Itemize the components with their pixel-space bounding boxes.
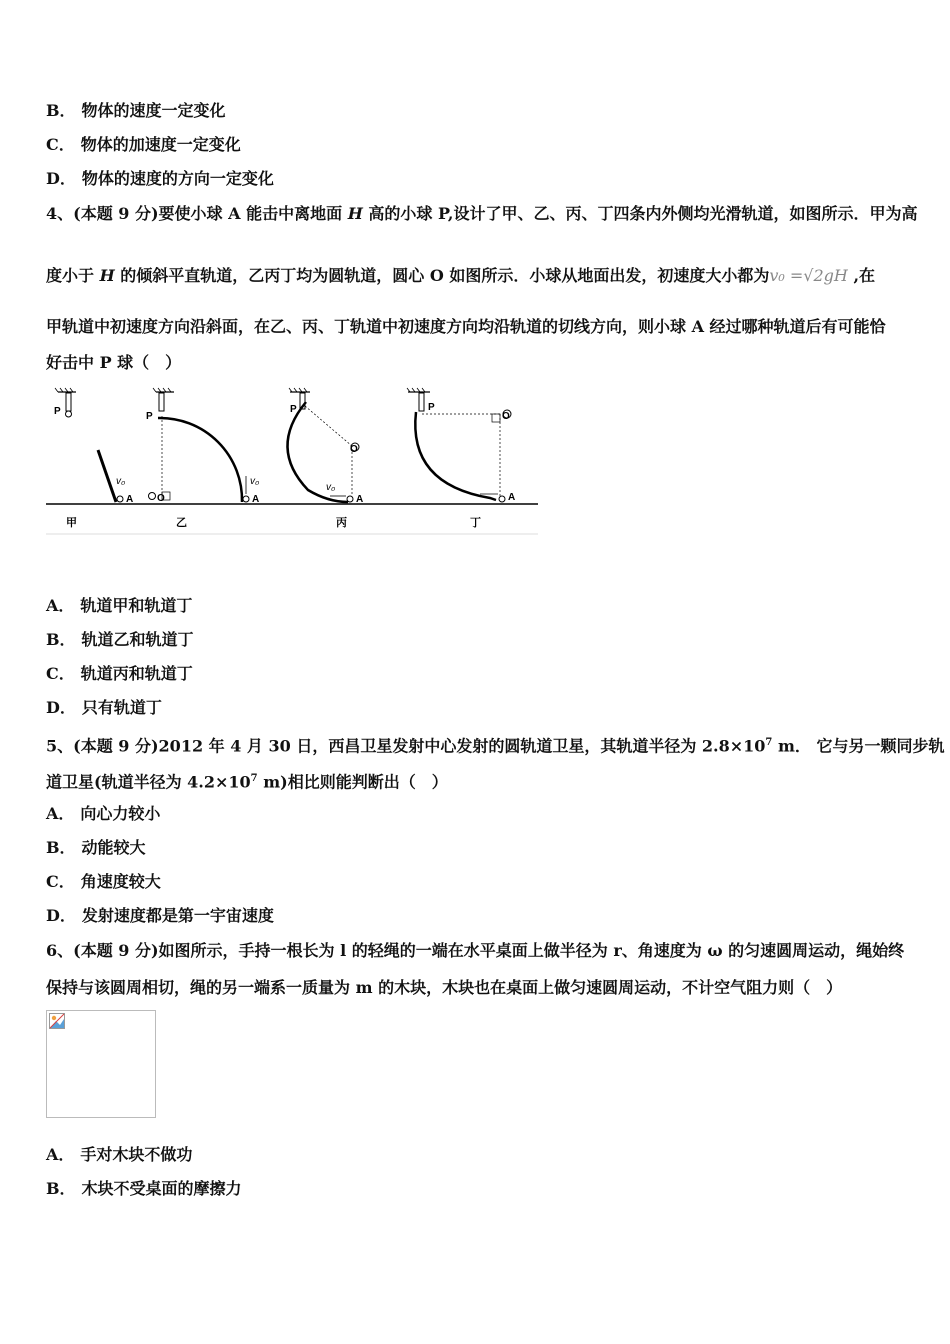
track-ding xyxy=(407,388,515,529)
q3-option-d: D． 物体的速度的方向一定变化 xyxy=(46,169,274,188)
q5-stem-line1: 5、(本题 9 分)2012 年 4 月 30 日，西昌卫星发射中心发射的圆轨道卫星，其轨道半径为 $2.8\times 10^7$ m． 它与另一颗同步轨 xyxy=(46,736,945,756)
track-jia xyxy=(54,388,133,529)
track-yi xyxy=(146,388,259,529)
q5-option-d: D． 发射速度都是第一宇宙速度 xyxy=(46,906,274,925)
svg-text:v₀: v₀ xyxy=(116,476,126,487)
q4-stem-line4: 好击中 P 球（ ） xyxy=(46,353,182,372)
q6-stem-line2: 保持与该圆周相切，绳的另一端系一质量为 m 的木块，木块也在桌面上做匀速圆周运动，不计空气阻力则（ ） xyxy=(46,978,843,997)
svg-text:O: O xyxy=(157,493,165,504)
svg-text:A: A xyxy=(356,494,364,505)
svg-text:O: O xyxy=(502,411,510,422)
q5-option-a: A． 向心力较小 xyxy=(46,804,161,823)
svg-text:甲: 甲 xyxy=(66,517,77,529)
svg-text:A: A xyxy=(508,492,516,503)
svg-text:丁: 丁 xyxy=(470,517,481,529)
svg-text:P: P xyxy=(54,406,61,417)
svg-text:v₀: v₀ xyxy=(326,482,336,493)
q6-option-b: B． 木块不受桌面的摩擦力 xyxy=(46,1179,242,1198)
q5-stem-line2: 道卫星(轨道半径为 $4.2\times 10^7$ m)相比则能判断出（ ） xyxy=(46,772,448,792)
q5-option-b: B． 动能较大 xyxy=(46,838,146,857)
q4-stem-line1: 4、(本题 9 分)要使小球 A 能击中离地面 H 高的小球 P,设计了甲、乙、丙、丁四条内外侧均光滑轨道，如图所示．甲为高 xyxy=(46,204,918,223)
q4-option-c: C． 轨道丙和轨道丁 xyxy=(46,664,193,683)
q5-option-c: C． 角速度较大 xyxy=(46,872,161,891)
svg-text:P: P xyxy=(428,402,435,413)
track-bing xyxy=(287,388,363,529)
svg-text:A: A xyxy=(126,494,134,505)
q6-option-a: A． 手对木块不做功 xyxy=(46,1145,193,1164)
svg-text:P: P xyxy=(290,404,297,415)
q6-figure-placeholder xyxy=(46,1010,156,1118)
svg-text:A: A xyxy=(252,494,260,505)
track-figure xyxy=(46,384,542,536)
q4-option-d: D． 只有轨道丁 xyxy=(46,698,162,717)
svg-text:v₀: v₀ xyxy=(250,476,260,487)
v0-formula: v₀ =√2gH xyxy=(769,266,848,285)
q3-option-c: C． 物体的加速度一定变化 xyxy=(46,135,241,154)
q4-stem-line3: 甲轨道中初速度方向沿斜面，在乙、丙、丁轨道中初速度方向均沿轨道的切线方向，则小球 A 经过哪种轨道后有可能恰 xyxy=(46,317,886,336)
broken-image-icon xyxy=(49,1013,65,1029)
svg-text:乙: 乙 xyxy=(176,517,187,529)
q4-option-a: A． 轨道甲和轨道丁 xyxy=(46,596,193,615)
q4-option-b: B． 轨道乙和轨道丁 xyxy=(46,630,194,649)
svg-text:O: O xyxy=(350,444,358,455)
svg-text:丙: 丙 xyxy=(336,517,347,529)
q3-option-b: B． 物体的速度一定变化 xyxy=(46,101,226,120)
q6-stem-line1: 6、(本题 9 分)如图所示，手持一根长为 l 的轻绳的一端在水平桌面上做半径为 r、角速度为 ω 的匀速圆周运动，绳始终 xyxy=(46,941,905,960)
svg-text:P: P xyxy=(146,411,153,422)
q4-stem-line2: 度小于 H 的倾斜平直轨道，乙丙丁均为圆轨道，圆心 O 如图所示．小球从地面出发，初速度大小都为v₀ =√2gH ,在 xyxy=(46,266,876,285)
